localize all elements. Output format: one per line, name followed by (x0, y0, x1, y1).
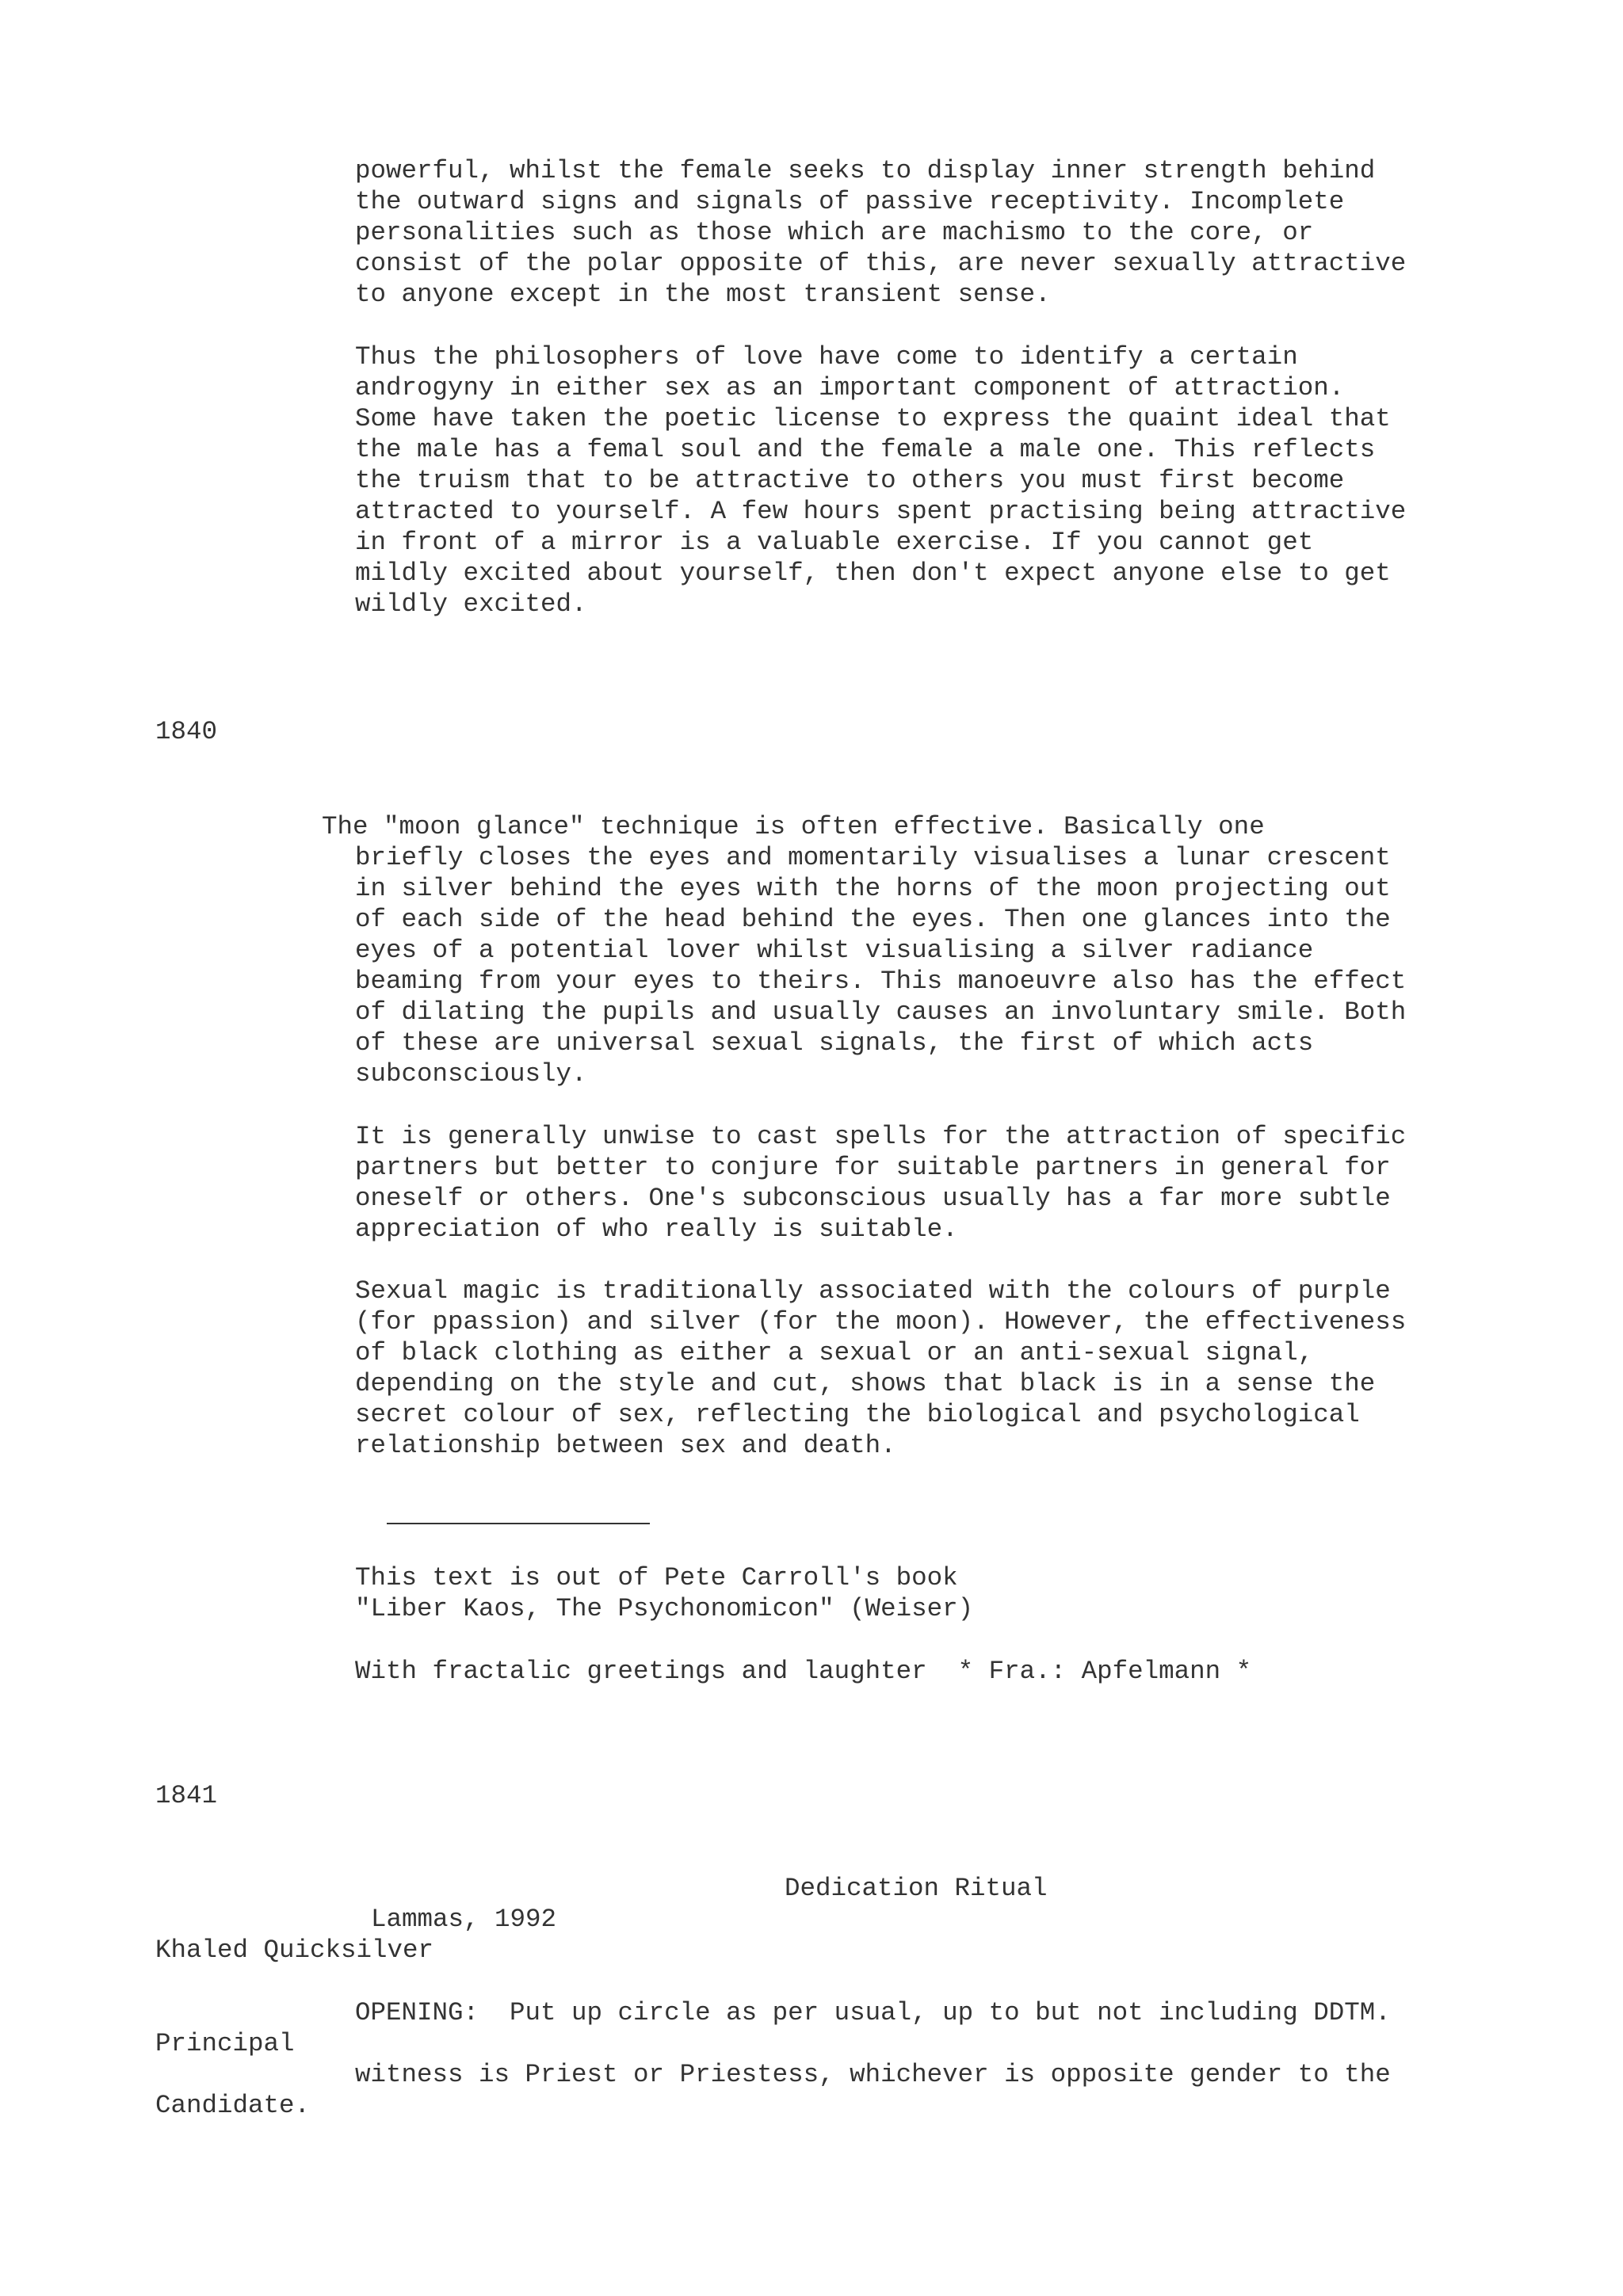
paragraph-line: depending on the style and cut, shows that black is in a sense the (355, 1369, 1376, 1398)
paragraph-line: of each side of the head behind the eyes. Then one glances into the (355, 905, 1391, 934)
paragraph-line: relationship between sex and death. (355, 1431, 896, 1460)
paragraph-line: OPENING: Put up circle as per usual, up to but not including DDTM. (355, 1998, 1391, 2027)
paragraph-line: secret colour of sex, reflecting the biological and psychological (355, 1400, 1360, 1429)
paragraph-line: The "moon glance" technique is often effective. Basically one (322, 812, 1265, 841)
signature-line: With fractalic greetings and laughter * Fra.: Apfelmann * (355, 1657, 1252, 1686)
paragraph-line: subconsciously. (355, 1059, 587, 1089)
paragraph-line: consist of the polar opposite of this, are never sexually attractive (355, 249, 1407, 278)
paragraph-line: powerful, whilst the female seeks to display inner strength behind (355, 156, 1376, 185)
paragraph-line: Sexual magic is traditionally associated with the colours of purple (355, 1276, 1391, 1306)
paragraph-line: of these are universal sexual signals, the first of which acts (355, 1028, 1314, 1058)
paragraph-line: the outward signs and signals of passive receptivity. Incomplete (355, 187, 1345, 216)
paragraph-line: mildly excited about yourself, then don't expect anyone else to get (355, 559, 1391, 588)
divider (387, 1523, 650, 1524)
paragraph-line: partners but better to conjure for suitable partners in general for (355, 1153, 1391, 1182)
page-number: 1840 (155, 717, 218, 746)
paragraph-line: beaming from your eyes to theirs. This manoeuvre also has the effect (355, 967, 1407, 996)
paragraph-line: attracted to yourself. A few hours spent practising being attractive (355, 497, 1407, 526)
paragraph-line: wildly excited. (355, 589, 587, 619)
ritual-title: Dedication Ritual (785, 1874, 1048, 1903)
page-number: 1841 (155, 1781, 218, 1810)
paragraph-line: of black clothing as either a sexual or an anti-sexual signal, (355, 1338, 1314, 1367)
ritual-date: Lammas, 1992 (371, 1905, 557, 1934)
paragraph-line: Some have taken the poetic license to express the quaint ideal that (355, 404, 1391, 433)
paragraph-line: Thus the philosophers of love have come to identify a certain (355, 342, 1298, 372)
source-line: This text is out of Pete Carroll's book (355, 1563, 958, 1592)
paragraph-line: (for ppassion) and silver (for the moon). However, the effectiveness (355, 1307, 1407, 1337)
paragraph-line: to anyone except in the most transient sense. (355, 280, 1051, 309)
source-line: "Liber Kaos, The Psychonomicon" (Weiser) (355, 1594, 974, 1623)
paragraph-line: in front of a mirror is a valuable exercise. If you cannot get (355, 528, 1314, 557)
paragraph-line: briefly closes the eyes and momentarily visualises a lunar crescent (355, 843, 1391, 872)
paragraph-line: Principal (155, 2029, 295, 2058)
paragraph-line: personalities such as those which are machismo to the core, or (355, 218, 1314, 247)
paragraph-line: androgyny in either sex as an important component of attraction. (355, 373, 1345, 402)
paragraph-line: of dilating the pupils and usually causes an involuntary smile. Both (355, 997, 1407, 1027)
paragraph-line: the male has a femal soul and the female a male one. This reflects (355, 435, 1376, 464)
paragraph-line: oneself or others. One's subconscious usually has a far more subtle (355, 1184, 1391, 1213)
paragraph-line: It is generally unwise to cast spells for the attraction of specific (355, 1122, 1407, 1151)
ritual-author: Khaled Quicksilver (155, 1936, 434, 1965)
paragraph-line: appreciation of who really is suitable. (355, 1215, 958, 1244)
paragraph-line: Candidate. (155, 2091, 311, 2120)
paragraph-line: in silver behind the eyes with the horns of the moon projecting out (355, 874, 1391, 903)
paragraph-line: the truism that to be attractive to others you must first become (355, 466, 1345, 495)
paragraph-line: witness is Priest or Priestess, whichever is opposite gender to the (355, 2060, 1391, 2089)
paragraph-line: eyes of a potential lover whilst visualising a silver radiance (355, 936, 1314, 965)
